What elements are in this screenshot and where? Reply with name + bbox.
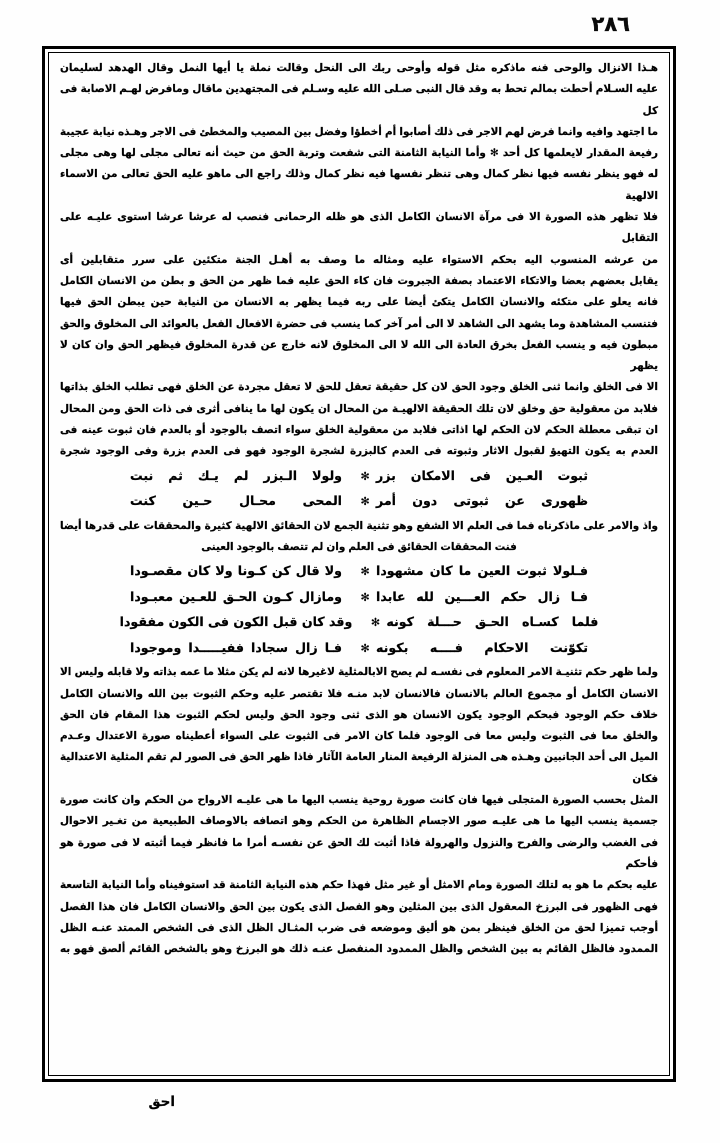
verse-hemistich-left: ومازال كـون الحـق للعـين معبـودا [130,588,342,604]
verse-hemistich-left: المحى محـال حـين كنت [130,493,342,509]
text-line: من عرشه المنسوب اليه بحكم الاستواء عليه ومثاله ما وصف به أهـل الجنة متكئين على سرر متقابلين أى [60,253,658,266]
text-line: فى الغضب والرضى والفرح والنزول والهرولة فاذا أثبت لك الحق عن نفسـه أمرا ما فانظر فيما أثبته لا فى صورة هو فأحكم [60,836,658,870]
text-line: الانسان الكامل أو مجموع العالم بالانسان فالانسان لابد منـه فلا تقتصر عليه وحكم الثبوت بين الله والانسان الكامل [60,687,658,700]
text-line: العدم به يكون التهيؤ لقبول الاثار وثبوته فى العدم كالبزرة لشجرة الوجود فهو فى العدم بزرة وفى الوجود شجرة [60,445,658,458]
text-line: المثل بحسب الصورة المتجلى فيها فان كانت صورة روحية ينسب اليها ما هى عليـه الارواح من الحكم وان كانت صورة [60,794,658,807]
folio-row [42,14,682,44]
verse-separator-asterisk: ✻ [360,590,370,604]
verse-hemistich-right: فـلولا ثبوت العين ما كان مشهودا [376,563,588,579]
text-line: رفيعة المقدار لايعلمها كل أحد ✻ وأما النيابة الثامنة التى شفعت وتربة الحق من حيث أنه تعالى مجلى لها وهى مجلى [60,147,658,160]
verse-hemistich-right: ظهورى عن ثبوتى دون أمر [376,493,588,509]
verse-block-2 [60,559,658,661]
text-line: فلا تظهر هذه الصورة الا فى مرآة الانسان الكامل الذى هو ظله الرحمانى فنصب له عرشا عرشا استوى عليـه على التقابل [60,211,658,245]
prose-block-1 [60,58,658,463]
text-line: ولما ظهر حكم تثنيـة الامر المعلوم فى نفسـه لم يصح الابالمثلية لاغيرها لانه لم يكن مثلا ما عمه بذاته ولا قابله وليس الا [60,666,658,679]
verse-separator-asterisk: ✻ [370,616,381,630]
text-line: فانه يعلو على متكئه والانسان الكامل يتكئ أيضا على ربه فيما يظهر به الانسان من النيابة حين يبطن الحق فيها [60,296,658,309]
text-line: يقابل بعضهم بعضا والاتكاء الاعتماد بصفة الجبروت فان كاء الحق عليه فما ظهر من الحق و بطن من الانسان الكامل [60,274,658,287]
text-line: عليه بحكم ما هو به لتلك الصورة ومام الامثل أو غير مثل فهذا حكم هذه النيابة الثامنة قد استوفيناه وأما النيابة التاسعة [60,879,658,892]
verse-hemistich-right: ثبوت العـين فى الامكان بزر [376,467,588,483]
text-line: جسمية ينسب اليها ما هى عليـه صور الاجسام الظاهرة من الحكم وهو اتصافه بالاوصاف الطبيعية من تغـير الاحوال [60,815,658,828]
verse-separator-asterisk: ✻ [360,469,370,483]
verse-line [60,489,658,515]
text-line: والخلق معا فى الثبوت وليس معا فى الوجود فلما كان الامر فى الثبوت على السواء أعطيناه صورة الاعتدال وعـدم [60,730,658,743]
text-line: واذ والامر على ماذكرناه فما فى العلم الا الشفع وهو تثنية الجمع لان الحقائق الالهية كثيرة والمحققات على قدرها أيضا [60,519,658,532]
verse-separator-asterisk: ✻ [360,495,370,509]
page-number: ٢٨٦ [591,12,630,36]
text-line: فلابد من معقولية حق وخلق لان تلك الحقيقة الالهيـة من المحال ان يكون لها ما ينافى أثرى فى ذات الحق ومن المحال [60,402,658,415]
text-line: خلاف حكم الوجود فبحكم الوجود يكون الانسان هو الذى ثنى وجود الحق وليس لحكم الثبوت هذا المقام فان الحق [60,708,658,721]
catchword: احق [148,1094,175,1110]
verse-line [60,585,658,611]
verse-hemistich-right: فـا زال حكم العـــين لله عابدا [376,588,588,604]
text-line: هـذا الانزال والوحى فنه ماذكره مثل قوله وأوحى ربك الى النحل وقالت نملة يا أيها النمل وقال الهدهد لسليمان [60,62,658,74]
text-line: فتنسب المشاهدة وما يشهد الى الشاهد لا الى أمر آخر كما ينسب فى حضرة الافعال الفعل بالعوائد الى المخلوق والحق [60,317,658,330]
text-line: فهى الظهور فى البرزخ المعقول الذى بين المثلين وهو الفصل الذى يكون بين الحق والانسان الكامل فان هذا الفصل [60,900,658,913]
verse-hemistich-right: فلما كسـاه الحـق حـــلة كونه [386,614,599,630]
text-line: الا فى الخلق وانما ثنى الخلق وجود الحق لان كل حقيقة تعقل للحق لا تعقل مجردة عن الخلق فهى تطلب الخلق بذاتها [60,381,658,394]
text-line: له فهو ينظر نفسه فيها نظر كمال وهى تنظر نفسها فيه نظر كمال وذلك راجع الى ماهو عليه الحق تعالى من الاسماء الالهية [60,168,658,202]
text-line: أوجب تميزا لحق من الخلق فينظر بمن هو أليق وموضعه فى ضرب المثـال الظل الذى فى الشخص الممتد عنـه الظل [60,921,658,934]
verse-line [60,464,658,490]
verse-hemistich-left: ولا قال كن كـونا ولا كان مقصـودا [130,563,342,579]
prose-block-2 [60,516,658,559]
text-line: الممدود فالظل القائم به بين الشخص والظل الممدود المنفصل عنـه ذلك هو البرزخ وهو بالشخص القائم ألصق فهو به [60,943,658,956]
text-line: ان تبقى معطلة الحكم لان الحكم لها اذاتى فلابد من معقولية الخلق سواء اتصف بالوجود أو بالعدم فان ثبوت عينه فى [60,424,658,437]
verse-block-1 [60,464,658,515]
verse-separator-asterisk: ✻ [360,641,370,655]
text-line: فنت المحققات الحقائق فى العلم وان لم تتصف بالوجود العينى [201,540,517,553]
text-column [50,52,668,1072]
text-line: الميل الى أحد الجانبين وهـذه هى المنزلة الرفيعة المنار العامة الآثار فاذا ظهر الحق فى الصور لم تقم المثلية الاعتدالية فكان [60,751,658,785]
prose-block-3 [60,662,658,960]
verse-line [60,636,658,662]
verse-line [60,610,658,636]
verse-hemistich-right: تكوّنت الاحكام فــــه بكونه [376,639,588,655]
text-line: ما اجتهد وافيه وانما فرض لهم الاجر فى ذلك أصابوا أم أخطؤا وفضل بين المصيب والمخطئ فى الاجر وهـذه نيابة عجيبة [60,125,658,138]
verse-line [60,559,658,585]
verse-hemistich-left: ولولا الـبزر لم يـك ثم نبت [130,467,342,483]
verse-hemistich-left: وقد كان قبل الكون فى الكون مفقودا [119,614,353,630]
text-line: مبطون فيه و ينسب الفعل بخرق العادة الى الله لا الى المخلوق لانه خارج عن قدرة المخلوق فيظهر الحق وان كان لا يظهر [60,338,658,373]
verse-hemistich-left: فـا زال سجادا ففيـــــدا وموجودا [130,639,342,655]
verse-separator-asterisk: ✻ [360,565,370,579]
text-line: عليه السـلام أحطت بمالم تحط به وقد قال النبى صـلى الله عليه وسـلم فى المجتهدين ماقال ومافرض لهـم الاصابة فى كل [60,83,658,117]
